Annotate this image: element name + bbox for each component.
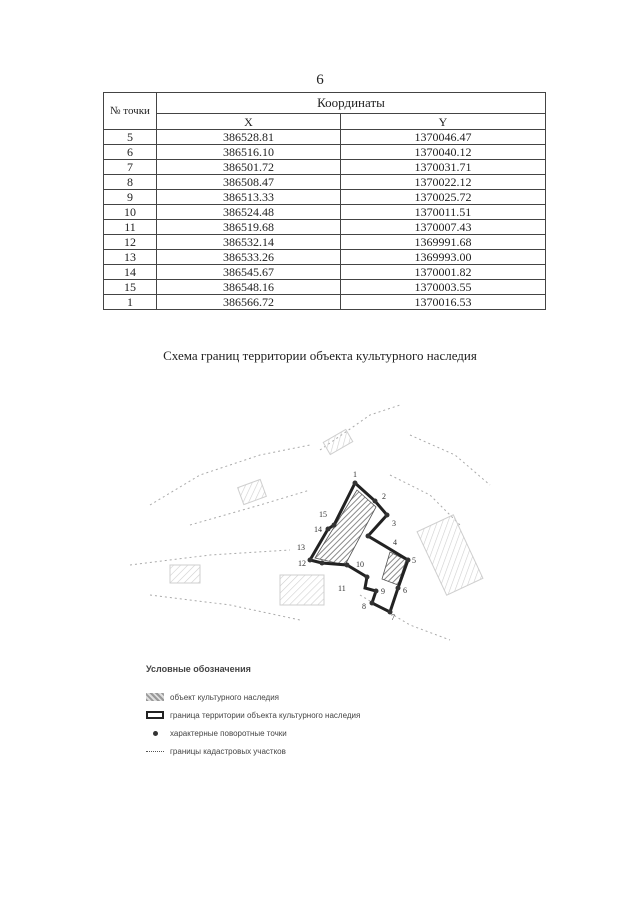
legend-title: Условные обозначения <box>146 664 251 674</box>
point-label-6: 6 <box>403 586 407 595</box>
cell-y: 1369993.00 <box>340 250 545 265</box>
cell-y: 1370001.82 <box>340 265 545 280</box>
legend-item-heritage <box>146 690 360 704</box>
table-row <box>104 295 546 310</box>
point-label-11: 11 <box>338 584 346 593</box>
cell-x: 386528.81 <box>157 130 341 145</box>
legend-item-cadastral <box>146 744 360 758</box>
cell-x: 386508.47 <box>157 175 341 190</box>
cell-x: 386545.67 <box>157 265 341 280</box>
point-label-14: 14 <box>314 525 322 534</box>
cell-y: 1370031.71 <box>340 160 545 175</box>
cell-x: 386516.10 <box>157 145 341 160</box>
cell-y: 1369991.68 <box>340 235 545 250</box>
point-label-1: 1 <box>353 470 357 479</box>
table-row <box>104 235 546 250</box>
cell-point: 14 <box>104 265 157 280</box>
point-label-3: 3 <box>392 519 396 528</box>
point-label-4: 4 <box>393 538 397 547</box>
turn-point <box>396 586 401 591</box>
legend-item-points <box>146 726 360 740</box>
turn-point <box>345 563 350 568</box>
cell-y: 1370011.51 <box>340 205 545 220</box>
coordinates-table <box>103 92 546 310</box>
header-x: X <box>157 114 341 130</box>
point-label-13: 13 <box>297 543 305 552</box>
table-row <box>104 280 546 295</box>
turn-point <box>332 523 337 528</box>
cell-x: 386548.16 <box>157 280 341 295</box>
cell-point: 1 <box>104 295 157 310</box>
cell-point: 11 <box>104 220 157 235</box>
legend <box>146 664 360 762</box>
cell-x: 386501.72 <box>157 160 341 175</box>
turn-point <box>373 499 378 504</box>
table-row <box>104 145 546 160</box>
cell-x: 386524.48 <box>157 205 341 220</box>
turn-point <box>353 481 358 486</box>
cell-point: 12 <box>104 235 157 250</box>
header-point-number: № точки <box>104 93 157 130</box>
point-label-9: 9 <box>381 587 385 596</box>
point-label-5: 5 <box>412 556 416 565</box>
table-row <box>104 205 546 220</box>
boundary-scheme-map <box>110 395 530 655</box>
cell-point: 10 <box>104 205 157 220</box>
cell-x: 386519.68 <box>157 220 341 235</box>
boundary-swatch-icon <box>146 711 164 719</box>
turn-point <box>406 558 411 563</box>
turn-point <box>326 527 331 532</box>
legend-label: характерные поворотные точки <box>170 728 287 738</box>
point-label-7: 7 <box>391 613 395 622</box>
cell-point: 8 <box>104 175 157 190</box>
legend-label: границы кадастровых участков <box>170 746 286 756</box>
header-coordinates: Координаты <box>157 93 546 114</box>
cell-y: 1370025.72 <box>340 190 545 205</box>
turn-point <box>370 601 375 606</box>
turn-point <box>374 589 379 594</box>
turn-point <box>320 561 325 566</box>
point-label-10: 10 <box>356 560 364 569</box>
point-label-8: 8 <box>362 602 366 611</box>
legend-label: граница территории объекта культурного наследия <box>170 710 361 720</box>
table-row <box>104 220 546 235</box>
cell-y: 1370003.55 <box>340 280 545 295</box>
turn-point <box>366 534 371 539</box>
turn-point <box>385 513 390 518</box>
page-number: 6 <box>316 72 324 88</box>
table-row <box>104 130 546 145</box>
table-row <box>104 190 546 205</box>
table-row <box>104 265 546 280</box>
table-row <box>104 175 546 190</box>
cell-point: 13 <box>104 250 157 265</box>
table-row <box>104 250 546 265</box>
cell-y: 1370022.12 <box>340 175 545 190</box>
cell-x: 386532.14 <box>157 235 341 250</box>
point-label-12: 12 <box>298 559 306 568</box>
point-marker-icon <box>146 729 164 737</box>
cell-point: 9 <box>104 190 157 205</box>
point-label-2: 2 <box>382 492 386 501</box>
cell-point: 5 <box>104 130 157 145</box>
legend-item-boundary <box>146 708 360 722</box>
cell-y: 1370007.43 <box>340 220 545 235</box>
cell-y: 1370016.53 <box>340 295 545 310</box>
cell-x: 386513.33 <box>157 190 341 205</box>
table-row <box>104 160 546 175</box>
heritage-swatch-icon <box>146 693 164 701</box>
cell-x: 386566.72 <box>157 295 341 310</box>
turn-point <box>365 575 370 580</box>
cell-point: 6 <box>104 145 157 160</box>
scheme-title: Схема границ территории объекта культурного наследия <box>163 348 477 363</box>
cell-point: 7 <box>104 160 157 175</box>
legend-label: объект культурного наследия <box>170 692 279 702</box>
header-y: Y <box>340 114 545 130</box>
cell-y: 1370046.47 <box>340 130 545 145</box>
cadastral-line-icon <box>146 751 164 752</box>
point-label-15: 15 <box>319 510 327 519</box>
cell-point: 15 <box>104 280 157 295</box>
cell-x: 386533.26 <box>157 250 341 265</box>
turn-point <box>308 558 313 563</box>
cell-y: 1370040.12 <box>340 145 545 160</box>
